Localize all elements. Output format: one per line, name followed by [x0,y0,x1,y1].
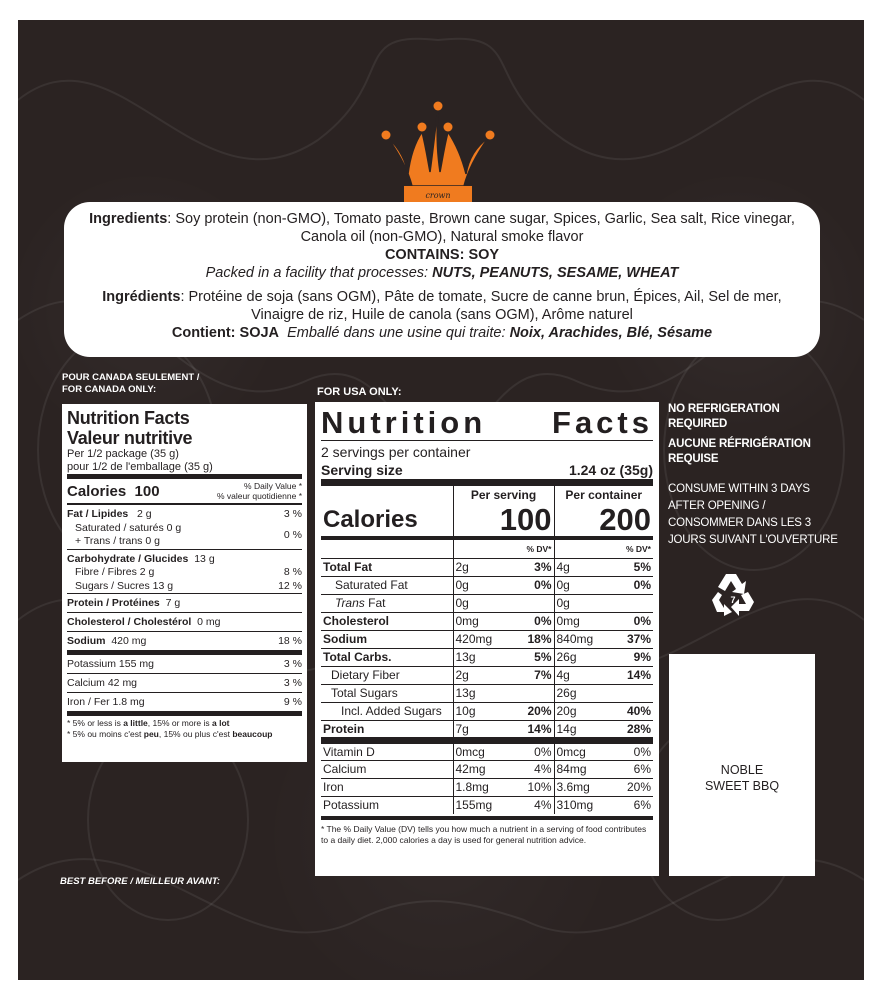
us-nutrient-label: Incl. Added Sugars [341,704,442,718]
us-serving-dv: 20% [527,704,552,718]
package-panel [18,20,864,980]
ca-iron-dv: 9 % [283,696,302,708]
us-nutrient-row [321,576,653,594]
ingredients-box [64,202,820,357]
us-serving-dv [508,684,554,702]
us-title: Nutrition Facts [321,405,653,440]
us-nutrient-row [321,558,653,576]
ca-sat-trans-dv: 0 % [283,528,302,541]
us-nutrient-label: Potassium [323,798,380,813]
ca-sugars-label: Sugars / Sucres 13 g [75,580,174,592]
us-serving-amount: 7g [453,720,508,740]
canada-nutrition-table [62,404,307,762]
us-container-amount: 3.6mg [554,778,602,796]
us-container-dv: 6% [633,762,651,776]
us-nutrient-row [321,594,653,612]
us-serving-size-value: 1.24 oz (35g) [568,462,653,478]
us-container-dv: 0% [633,578,651,592]
ingredients-fr: Ingrédients: Protéine de soja (sans OGM), Pâte de tomate, Sucre de canne brun, Épices, Ail, Sel de mer, Vinaigre de riz, Huile de canola (sans OGM), Arôme naturel [102,289,782,323]
us-dv-header-container: % DV* [625,543,651,554]
us-container-amount: 26g [554,684,602,702]
us-container-amount: 0mg [554,612,602,630]
us-calories-serving: 100 [453,504,554,538]
storage-notes [668,402,858,549]
flavor-label [669,654,815,876]
us-container-amount: 0g [554,594,602,612]
us-container-amount: 310mg [554,796,602,814]
us-container-dv [602,594,653,612]
facility-en: Packed in a facility that processes: NUTS, PEANUTS, SESAME, WHEAT [205,265,679,281]
ca-fibre-dv: 8 % [283,566,302,578]
consume-notice: CONSUME WITHIN 3 DAYS AFTER OPENING / CONSOMMER DANS LES 3 JOURS SUIVANT L'OUVERTURE [668,483,838,546]
ca-fat-dv: 3 % [283,508,302,520]
us-serving-amount: 13g [453,684,508,702]
recycle-icon [708,570,758,616]
ca-per-en: Per 1/2 package (35 g) [67,448,179,460]
us-nutrient-row [321,778,653,796]
ca-footnote: * 5% or less is a little, 15% or more is a lot * 5% ou moins c'est peu, 15% ou plus c'est beaucoup [67,718,273,739]
usa-nutrition-table [315,402,659,876]
no-refrig-fr: AUCUNE RÉFRIGÉRATION REQUISE [668,438,811,465]
us-nutrient-row [321,796,653,814]
us-serving-dv: 18% [527,632,552,646]
us-nutrient-row [321,702,653,720]
us-nutrient-label: Trans Fat [335,596,386,610]
ca-dv-fr: % valeur quotidienne * [216,491,302,501]
us-nutrient-label: Total Carbs. [323,650,392,664]
ca-calories-label: Calories [67,482,127,500]
ca-potassium-label: Potassium 155 mg [67,658,154,670]
ca-protein-value: 7 g [165,597,181,609]
us-container-dv: 0% [633,744,651,759]
us-nutrient-label: Sodium [323,632,367,646]
canada-header: POUR CANADA SEULEMENT / FOR CANADA ONLY: [62,372,200,395]
us-serving-dv: 10% [527,780,552,794]
us-container-amount: 20g [554,702,602,720]
us-nutrient-table [321,540,653,814]
us-nutrient-row [321,666,653,684]
ca-sodium-dv: 18 % [278,635,302,647]
us-nutrient-row [321,760,653,778]
us-serving-dv: 7% [534,668,552,682]
us-serving-amount: 2g [453,558,508,576]
us-serving-amount: 0g [453,594,508,612]
best-before: BEST BEFORE / MEILLEUR AVANT: [60,876,221,887]
us-serving-amount: 0mcg [453,740,508,760]
ca-iron-label: Iron / Fer 1.8 mg [67,696,145,708]
ca-chol-label: Cholesterol / Cholestérol [67,616,192,628]
ca-chol-value: 0 mg [197,616,221,628]
flavor-line-1: NOBLE [720,763,764,777]
us-nutrient-label: Dietary Fiber [331,668,400,682]
us-container-amount: 26g [554,648,602,666]
us-container-amount: 0g [554,576,602,594]
ca-potassium-dv: 3 % [283,658,302,670]
us-container-dv: 6% [633,798,651,813]
us-container-dv: 0% [633,614,651,628]
us-serving-dv: 4% [534,798,552,813]
recycle-number: 7 [730,595,736,605]
us-nutrient-label: Total Fat [323,560,373,574]
ca-title-en: Nutrition Facts [67,408,190,428]
us-serving-dv: 0% [534,578,552,592]
us-serving-amount: 2g [453,666,508,684]
us-nutrient-row [321,684,653,702]
us-per-container: Per container [554,486,653,504]
us-serving-size-label: Serving size [321,462,403,478]
us-footnote: * The % Daily Value (DV) tells you how much a nutrient in a serving of food contributes to a daily diet. 2,000 calories a day is used for general nutrition advice. [321,816,653,846]
usa-header: FOR USA ONLY: [317,386,402,398]
flavor-line-2: SWEET BBQ [704,779,780,793]
ingredients-en: Ingredients: Soy protein (non-GMO), Tomato paste, Brown cane sugar, Spices, Garlic, Sea salt, Rice vinegar, Canola oil (non-GMO), Natural smoke flavor [89,211,795,245]
us-container-dv [602,684,653,702]
ca-dv-en: % Daily Value * [244,481,302,491]
us-container-amount: 84mg [554,760,602,778]
us-serving-amount: 10g [453,702,508,720]
us-nutrient-row [321,740,653,760]
us-serving-dv [508,594,554,612]
us-serving-dv: 0% [534,744,552,759]
us-calories-label: Calories [323,506,418,533]
us-nutrient-label: Saturated Fat [335,578,408,592]
us-nutrient-label: Iron [323,780,344,794]
us-serving-amount: 13g [453,648,508,666]
us-container-amount: 0mcg [554,740,602,760]
us-container-dv: 28% [626,721,651,736]
us-container-dv: 37% [626,632,651,646]
us-serving-dv: 3% [534,560,552,574]
us-container-dv: 14% [626,668,651,682]
us-calories-container: 200 [554,504,653,538]
us-nutrient-label: Calcium [323,762,367,776]
us-serving-amount: 0g [453,576,508,594]
us-dv-header-serving: % DV* [526,543,552,554]
ca-calcium-dv: 3 % [283,677,302,689]
ca-calories-value: 100 [134,482,160,500]
us-container-amount: 840mg [554,630,602,648]
us-serving-dv: 5% [534,650,552,664]
ca-sodium-value: 420 mg [111,635,147,647]
us-nutrient-label: Protein [323,721,365,736]
us-serving-dv: 14% [527,721,552,736]
us-serving-dv: 0% [534,614,552,628]
ca-fibre-label: Fibre / Fibres 2 g [75,566,155,578]
us-serving-amount: 42mg [453,760,508,778]
us-nutrient-label: Total Sugars [331,686,398,700]
contains-fr: Contient: SOJA Emballé dans une usine qui traite: Noix, Arachides, Blé, Sésame [171,325,713,341]
ca-protein-label: Protein / Protéines [67,597,160,609]
ca-sugars-dv: 12 % [278,580,302,592]
us-container-amount: 4g [554,558,602,576]
us-container-dv: 5% [633,560,651,574]
contains-en: CONTAINS: SOY [384,247,500,263]
ca-per-fr: pour 1/2 de l'emballage (35 g) [67,461,302,479]
us-container-dv: 20% [626,780,651,794]
us-per-serving: Per serving [453,486,554,504]
us-nutrient-label: Vitamin D [323,744,375,759]
no-refrig-en: NO REFRIGERATION REQUIRED [668,403,780,430]
ca-fat-label: Fat / Lipides [67,508,129,520]
ca-title-fr: Valeur nutritive [67,428,193,448]
ca-sodium-label: Sodium [67,635,106,647]
us-nutrient-row [321,612,653,630]
ca-trans-label: + Trans / trans 0 g [75,535,160,547]
us-nutrient-row [321,648,653,666]
crown-text: crown [425,191,451,200]
us-nutrient-label: Cholesterol [323,614,390,628]
ca-calcium-label: Calcium 42 mg [67,677,138,689]
us-container-amount: 14g [554,720,602,740]
ca-carb-label: Carbohydrate / Glucides [67,553,189,565]
us-calories-table [321,486,653,540]
us-container-amount: 4g [554,666,602,684]
us-serving-amount: 420mg [453,630,508,648]
us-nutrient-row [321,630,653,648]
ca-carb-value: 13 g [194,553,215,565]
us-nutrient-row [321,720,653,740]
us-serving-amount: 155mg [453,796,508,814]
us-serving-amount: 0mg [453,612,508,630]
us-container-dv: 9% [633,650,651,664]
us-serving-amount: 1.8mg [453,778,508,796]
ca-sat-label: Saturated / saturés 0 g [75,522,182,534]
us-servings: 2 servings per container [321,444,471,460]
us-serving-dv: 4% [534,762,552,776]
ca-fat-value: 2 g [137,508,152,520]
us-container-dv: 40% [626,704,651,718]
